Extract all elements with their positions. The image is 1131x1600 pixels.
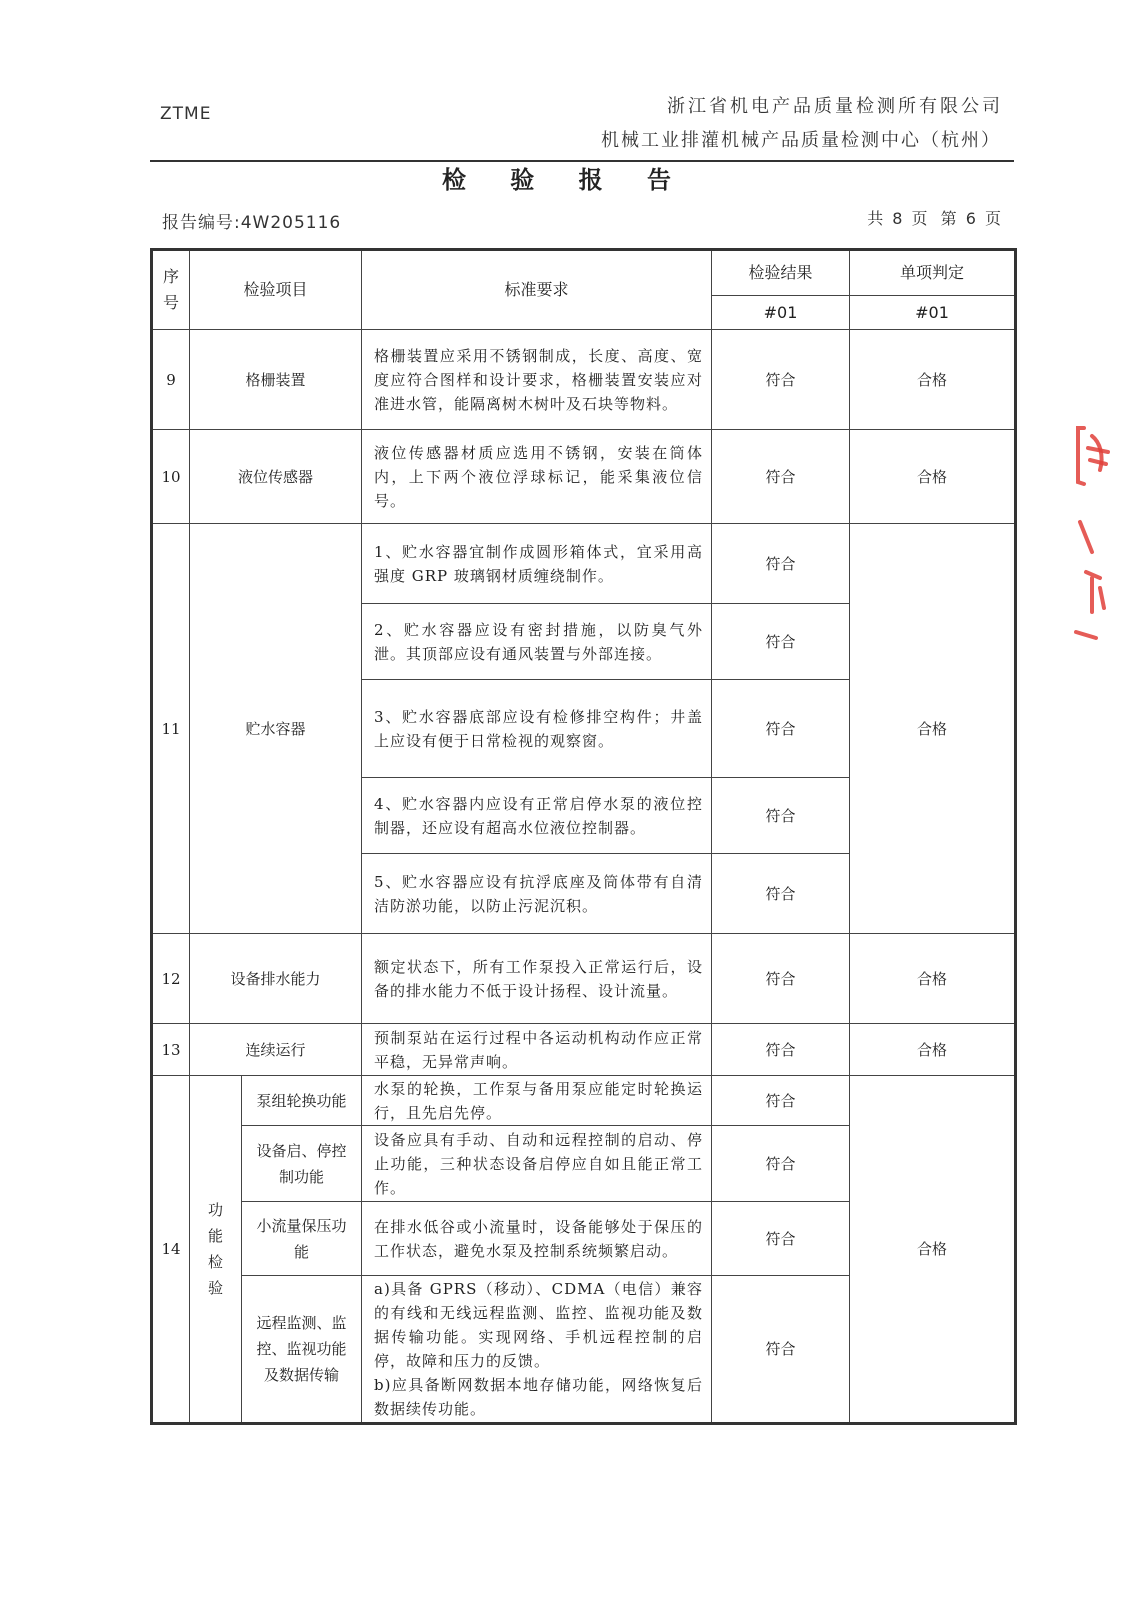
row-result: 符合 bbox=[712, 1202, 850, 1276]
table-row bbox=[152, 330, 1016, 430]
table-row bbox=[152, 1076, 1016, 1126]
row-result: 符合 bbox=[712, 1076, 850, 1126]
header-sample-result: #01 bbox=[712, 296, 850, 330]
row-seq: 14 bbox=[152, 1076, 190, 1424]
row-requirement: 1、贮水容器宜制作成圆形箱体式，宜采用高强度 GRP 玻璃钢材质缠绕制作。 bbox=[362, 524, 712, 604]
row-requirement: 2、贮水容器应设有密封措施，以防臭气外泄。其顶部应设有通风装置与外部连接。 bbox=[362, 604, 712, 680]
report-number: 报告编号:4W205116 bbox=[162, 213, 342, 233]
row-judgement: 合格 bbox=[850, 934, 1016, 1024]
row-subitem: 远程监测、监控、监视功能及数据传输 bbox=[242, 1276, 362, 1424]
row-item: 连续运行 bbox=[190, 1024, 362, 1076]
row-requirement: 5、贮水容器应设有抗浮底座及筒体带有自清洁防淤功能，以防止污泥沉积。 bbox=[362, 854, 712, 934]
row-judgement: 合格 bbox=[850, 430, 1016, 524]
row-result: 符合 bbox=[712, 524, 850, 604]
row-requirement: 格栅装置应采用不锈钢制成，长度、高度、宽度应符合图样和设计要求，格栅装置安装应对准进水管，能隔离树木树叶及石块等物料。 bbox=[362, 330, 712, 430]
org-name-line2: 机械工业排灌机械产品质量检测中心（杭州） bbox=[601, 130, 1001, 151]
company-logo-text: ZTME bbox=[160, 104, 212, 124]
row-requirement: 3、贮水容器底部应设有检修排空构件；井盖上应设有便于日常检视的观察窗。 bbox=[362, 680, 712, 778]
row-result: 符合 bbox=[712, 854, 850, 934]
row-judgement: 合格 bbox=[850, 524, 1016, 934]
row-requirement: 水泵的轮换，工作泵与备用泵应能定时轮换运行，且先启先停。 bbox=[362, 1076, 712, 1126]
header-requirement: 标准要求 bbox=[362, 250, 712, 330]
row-result: 符合 bbox=[712, 680, 850, 778]
page-current: 第 6 页 bbox=[940, 209, 1001, 228]
row-subitem: 设备启、停控制功能 bbox=[242, 1126, 362, 1202]
table-row bbox=[152, 430, 1016, 524]
header-item: 检验项目 bbox=[190, 250, 362, 330]
row-item: 液位传感器 bbox=[190, 430, 362, 524]
row-requirement: 在排水低谷或小流量时，设备能够处于保压的工作状态，避免水泵及控制系统频繁启动。 bbox=[362, 1202, 712, 1276]
row-subitem: 小流量保压功能 bbox=[242, 1202, 362, 1276]
row-requirement bbox=[362, 1276, 712, 1424]
row-item-group: 功能检验 bbox=[190, 1076, 242, 1424]
row-seq: 10 bbox=[152, 430, 190, 524]
header-seq: 序号 bbox=[152, 250, 190, 330]
table-header-row bbox=[152, 250, 1016, 296]
header-sample-judgement: #01 bbox=[850, 296, 1016, 330]
row-judgement: 合格 bbox=[850, 330, 1016, 430]
header-result: 检验结果 bbox=[712, 250, 850, 296]
row-result: 符合 bbox=[712, 778, 850, 854]
requirement-part-b: b)应具备断网数据本地存储功能，网络恢复后数据续传功能。 bbox=[374, 1376, 704, 1418]
document-title: 检 验 报 告 bbox=[441, 165, 690, 194]
row-seq: 11 bbox=[152, 524, 190, 934]
row-requirement: 4、贮水容器内应设有正常启停水泵的液位控制器，还应设有超高水位液位控制器。 bbox=[362, 778, 712, 854]
table-row bbox=[152, 524, 1016, 604]
seal-mark-icon bbox=[1076, 428, 1108, 638]
row-item: 贮水容器 bbox=[190, 524, 362, 934]
table-row bbox=[152, 934, 1016, 1024]
row-result: 符合 bbox=[712, 1126, 850, 1202]
header-judgement: 单项判定 bbox=[850, 250, 1016, 296]
row-judgement: 合格 bbox=[850, 1024, 1016, 1076]
org-name-line1: 浙江省机电产品质量检测所有限公司 bbox=[667, 96, 1003, 117]
row-item: 设备排水能力 bbox=[190, 934, 362, 1024]
page-total: 共 8 页 bbox=[867, 209, 928, 228]
row-requirement: 液位传感器材质应选用不锈钢，安装在筒体内，上下两个液位浮球标记，能采集液位信号。 bbox=[362, 430, 712, 524]
row-item: 格栅装置 bbox=[190, 330, 362, 430]
row-result: 符合 bbox=[712, 604, 850, 680]
row-seq: 12 bbox=[152, 934, 190, 1024]
row-result: 符合 bbox=[712, 1276, 850, 1424]
requirement-part-a: a)具备 GPRS（移动）、CDMA（电信）兼容的有线和无线远程监测、监控、监视功能及数据传输功能。实现网络、手机远程控制的启停，故障和压力的反馈。 bbox=[374, 1280, 704, 1370]
page-info bbox=[865, 206, 1003, 229]
row-requirement: 额定状态下，所有工作泵投入正常运行后，设备的排水能力不低于设计扬程、设计流量。 bbox=[362, 934, 712, 1024]
red-seal-fragment bbox=[1070, 412, 1130, 652]
row-requirement: 设备应具有手动、自动和远程控制的启动、停止功能，三种状态设备启停应自如且能正常工作。 bbox=[362, 1126, 712, 1202]
row-result: 符合 bbox=[712, 934, 850, 1024]
row-seq: 13 bbox=[152, 1024, 190, 1076]
row-subitem: 泵组轮换功能 bbox=[242, 1076, 362, 1126]
row-judgement: 合格 bbox=[850, 1076, 1016, 1424]
row-result: 符合 bbox=[712, 430, 850, 524]
row-requirement: 预制泵站在运行过程中各运动机构动作应正常平稳，无异常声响。 bbox=[362, 1024, 712, 1076]
row-result: 符合 bbox=[712, 1024, 850, 1076]
table-row bbox=[152, 1024, 1016, 1076]
inspection-table bbox=[150, 248, 1017, 1425]
row-result: 符合 bbox=[712, 330, 850, 430]
row-seq: 9 bbox=[152, 330, 190, 430]
